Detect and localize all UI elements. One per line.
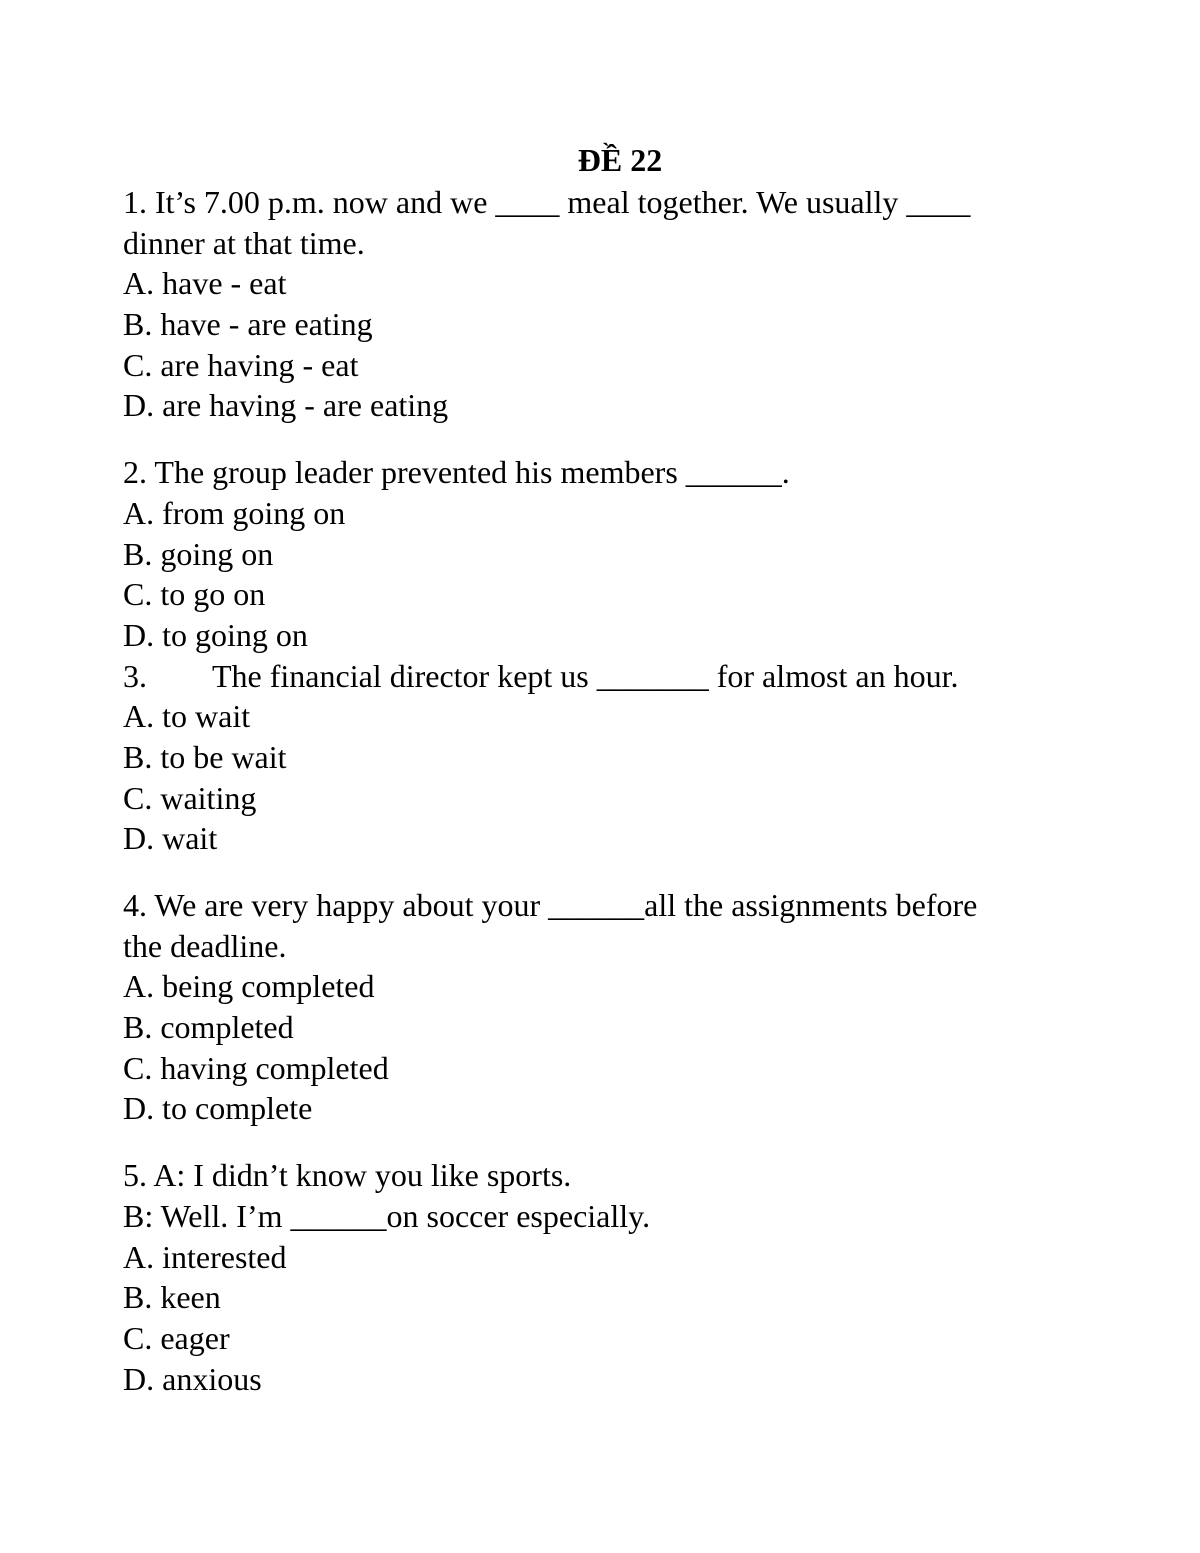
question-3 xyxy=(123,656,1073,859)
question-1-option-b: B. have - are eating xyxy=(123,306,373,343)
question-2-option-c: C. to go on xyxy=(123,576,266,613)
question-2-option-b: B. going on xyxy=(123,535,274,572)
question-1-stem-line-1: 1. It’s 7.00 p.m. now and we ____ meal together. We usually ____ xyxy=(123,184,971,220)
question-2-option-a: A. from going on xyxy=(123,494,346,531)
page-title: ĐỀ 22 xyxy=(577,142,663,178)
question-list xyxy=(123,182,1073,1399)
question-4-stem-line-2: the deadline. xyxy=(123,927,287,964)
question-3-option-b: B. to be wait xyxy=(123,738,287,775)
question-1-option-d: D. are having - are eating xyxy=(123,387,449,424)
spacer xyxy=(123,426,1073,452)
question-4-option-a: A. being completed xyxy=(123,968,375,1005)
question-5-stem-line-2: B: Well. I’m ______on soccer especially. xyxy=(123,1197,651,1234)
question-4 xyxy=(123,885,1073,1129)
spacer xyxy=(123,859,1073,885)
question-4-option-d: D. to complete xyxy=(123,1090,313,1127)
question-3-option-c: C. waiting xyxy=(123,779,257,816)
question-4-option-c: C. having completed xyxy=(123,1049,389,1086)
question-1 xyxy=(123,182,1073,426)
question-3-number: 3. xyxy=(123,657,147,694)
question-5 xyxy=(123,1155,1073,1399)
question-5-option-d: D. anxious xyxy=(123,1360,262,1397)
question-4-stem-line-1: 4. We are very happy about your ______all the assignments before xyxy=(123,887,978,923)
question-3-option-d: D. wait xyxy=(123,820,218,857)
question-3-option-a: A. to wait xyxy=(123,698,251,735)
question-4-option-b: B. completed xyxy=(123,1009,294,1046)
spacer xyxy=(123,1129,1073,1155)
question-2-option-d: D. to going on xyxy=(123,616,308,653)
question-1-option-c: C. are having - eat xyxy=(123,346,359,383)
question-3-stem-text: The financial director kept us _______ for almost an hour. xyxy=(212,657,959,694)
question-5-option-a: A. interested xyxy=(123,1238,287,1275)
question-3-stem-line-1 xyxy=(123,656,1073,697)
question-5-option-b: B. keen xyxy=(123,1279,221,1316)
question-1-stem-line-2: dinner at that time. xyxy=(123,224,365,261)
question-5-stem-line-1: 5. A: I didn’t know you like sports. xyxy=(123,1157,572,1194)
question-1-option-a: A. have - eat xyxy=(123,265,287,302)
question-2 xyxy=(123,452,1073,655)
question-5-option-c: C. eager xyxy=(123,1319,230,1356)
question-2-stem-line-1: 2. The group leader prevented his members ______. xyxy=(123,454,790,491)
